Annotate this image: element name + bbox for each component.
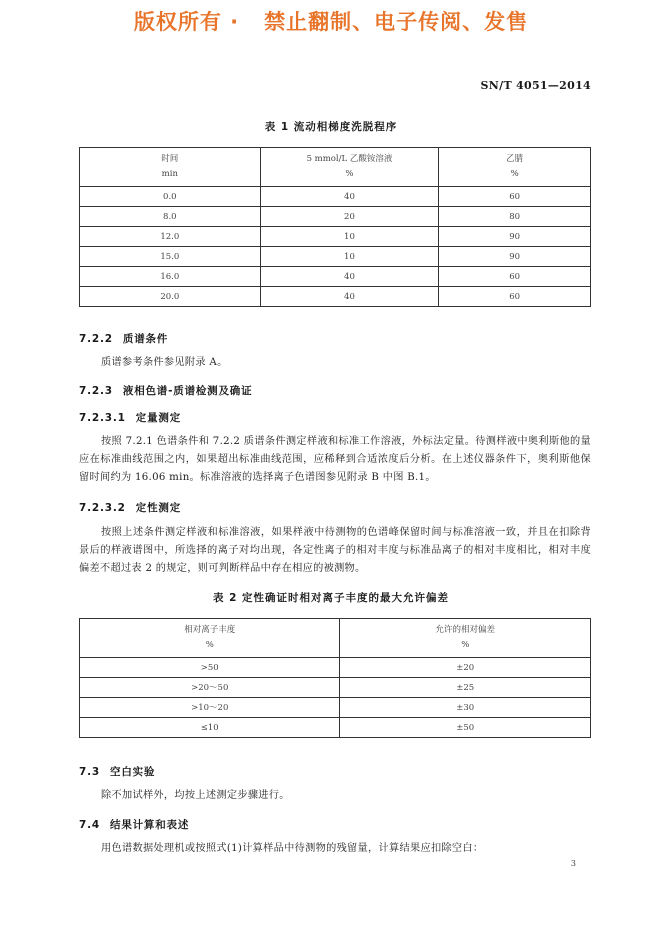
table2-caption: 表 2 定性确证时相对离子丰度的最大允许偏差 xyxy=(212,592,450,604)
table-cell: ±25 xyxy=(340,678,591,698)
table-cell: ≤10 xyxy=(80,718,340,738)
paragraph-7-2-2: 质谱参考条件参见附录 A。 xyxy=(101,357,228,368)
table-cell: 60 xyxy=(439,187,591,207)
table2 xyxy=(79,618,591,738)
table-cell: 20 xyxy=(260,207,439,227)
table1-caption: 表 1 流动相梯度洗脱程序 xyxy=(264,121,398,133)
table-row xyxy=(80,718,591,738)
table-cell: 60 xyxy=(439,267,591,287)
table-cell: ±20 xyxy=(340,658,591,678)
table-row xyxy=(80,287,591,307)
section-heading-7-3: 7.3 空白实验 xyxy=(79,766,156,778)
paragraph-7-4: 用色谱数据处理机或按照式(1)计算样品中待测物的残留量，计算结果应扣除空白： xyxy=(101,843,484,854)
table-row xyxy=(80,678,591,698)
table2-header-cell: 允许的相对偏差 % xyxy=(340,619,591,658)
table1 xyxy=(79,147,591,307)
section-heading-7-2-2: 7.2.2 质谱条件 xyxy=(79,333,169,345)
table1-header-cell: 乙腈 % xyxy=(439,148,591,187)
page-number: 3 xyxy=(570,859,576,868)
table-cell: 90 xyxy=(439,247,591,267)
table-row xyxy=(80,247,591,267)
table-cell: 8.0 xyxy=(80,207,261,227)
table-cell: 0.0 xyxy=(80,187,261,207)
table-row xyxy=(80,698,591,718)
table-cell: >50 xyxy=(80,658,340,678)
table-cell: 80 xyxy=(439,207,591,227)
section-heading-7-4: 7.4 结果计算和表述 xyxy=(79,819,190,831)
table-cell: 16.0 xyxy=(80,267,261,287)
table2-header-row xyxy=(80,619,591,658)
section-heading-7-2-3-1: 7.2.3.1 定量测定 xyxy=(79,412,181,424)
table1-header-row xyxy=(80,148,591,187)
table1-header-cell: 时间 min xyxy=(80,148,261,187)
paragraph-7-2-3-1: 按照 7.2.1 色谱条件和 7.2.2 质谱条件测定样液和标准工作溶液，外标法定量。待测样液中奥利斯他的量应在标准曲线范围之内，如果超出标准曲线范围，应稀释到合适浓度后分析。在上述仪器条件下，奥利斯他保留时间约为 16.06 min。标准溶液的选择离子色谱图参见附录 B 中图 B.1。 xyxy=(79,436,591,483)
table-cell: 10 xyxy=(260,227,439,247)
table-cell: 12.0 xyxy=(80,227,261,247)
table1-header-cell: 5 mmol/L 乙酸铵溶液 % xyxy=(260,148,439,187)
table-cell: 20.0 xyxy=(80,287,261,307)
document-number: SN/T 4051—2014 xyxy=(480,79,591,92)
table-cell: 15.0 xyxy=(80,247,261,267)
paragraph-7-3: 除不加试样外，均按上述测定步骤进行。 xyxy=(101,790,290,801)
table-cell: 10 xyxy=(260,247,439,267)
table-cell: >20～50 xyxy=(80,678,340,698)
section-heading-7-2-3-2: 7.2.3.2 定性测定 xyxy=(79,502,181,514)
paragraph-7-2-3-2: 按照上述条件测定样液和标准溶液，如果样液中待测物的色谱峰保留时间与标准溶液一致，并且在扣除背景后的样液谱图中，所选择的离子对均出现，各定性离子的相对丰度与标准品离子的相对丰度相比，相对丰度偏差不超过表 2 的规定，则可判断样品中存在相应的被测物。 xyxy=(79,527,591,574)
table-cell: 40 xyxy=(260,287,439,307)
table-row xyxy=(80,267,591,287)
table-row xyxy=(80,658,591,678)
table2-header-cell: 相对离子丰度 % xyxy=(80,619,340,658)
table-cell: ±30 xyxy=(340,698,591,718)
table-cell: 40 xyxy=(260,187,439,207)
table-row xyxy=(80,187,591,207)
table-cell: 60 xyxy=(439,287,591,307)
section-heading-7-2-3: 7.2.3 液相色谱-质谱检测及确证 xyxy=(79,385,253,397)
watermark: 版权所有 · 禁止翻制、电子传阅、发售 xyxy=(133,10,529,34)
table-cell: >10～20 xyxy=(80,698,340,718)
table-row xyxy=(80,207,591,227)
table-cell: 40 xyxy=(260,267,439,287)
table-row xyxy=(80,227,591,247)
table-cell: 90 xyxy=(439,227,591,247)
table-cell: ±50 xyxy=(340,718,591,738)
